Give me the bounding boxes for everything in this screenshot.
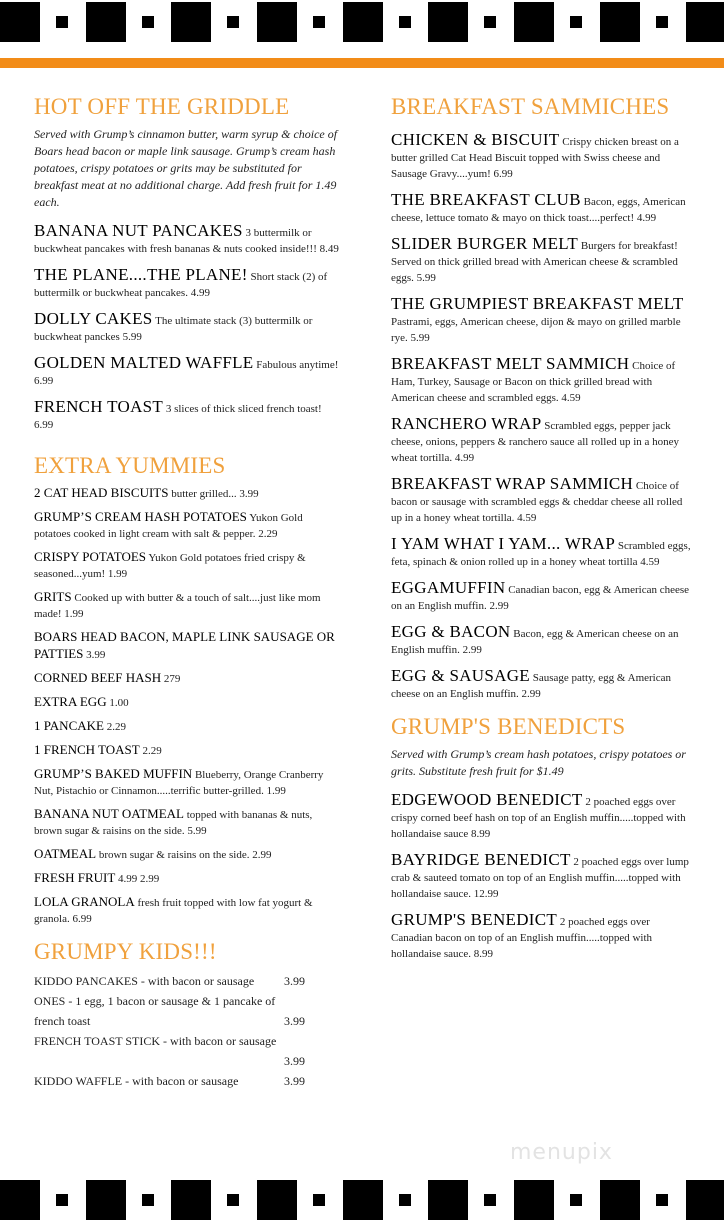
menu-item-name: CHICKEN & BISCUIT [391,130,560,149]
menu-item-description: 279 [161,673,181,685]
pattern-small-square [570,16,582,28]
menu-item-name: CRISPY POTATOES [34,549,147,564]
menu-item-description: 4.99 2.99 [115,873,160,885]
sammiches-list [391,132,691,702]
menu-item-description: Sausage patty, egg & American cheese on an English muffin. 2.99 [391,672,671,700]
kids-item-text: FRENCH TOAST STICK - with bacon or sausage [34,1034,277,1048]
menu-item-description: 1.00 [106,697,129,709]
menu-item-name: 1 FRENCH TOAST [34,742,140,757]
menu-item-name: EDGEWOOD BENEDICT [391,790,583,809]
pattern-square [686,2,724,42]
menu-item [34,742,340,759]
pattern-small-square [142,16,154,28]
menu-item-description: 3.99 [83,649,106,661]
pattern-small-square [142,1194,154,1206]
menu-item-name: RANCHERO WRAP [391,414,542,433]
menu-item-name: EXTRA EGG [34,694,107,709]
menu-item-description: Bacon, eggs, American cheese, lettuce tomato & mayo on thick toast....perfect! 4.99 [391,196,686,224]
menu-item [34,223,340,257]
benedicts-list [391,792,691,962]
menu-item-description: Cooked up with butter & a touch of salt....just like mom made! 1.99 [34,592,321,620]
menu-item-name: EGG & SAUSAGE [391,666,530,685]
menu-item [391,296,691,346]
menu-item-description: fresh fruit topped with low fat yogurt & granola. 6.99 [34,897,313,925]
menupix-watermark: menupix [510,1140,613,1165]
menu-item-description: butter grilled... 3.99 [168,488,259,500]
right-column [391,92,691,972]
menu-item [391,356,691,406]
menu-item [391,476,691,526]
menu-item-name: GRITS [34,589,72,604]
menu-item-description: topped with bananas & nuts, brown sugar & raisins on the side. 5.99 [34,809,313,837]
section-title-benedicts: GRUMP'S BENEDICTS [391,714,626,739]
pattern-square [686,1180,724,1220]
menu-item-description: Fabulous anytime! 6.99 [34,359,339,387]
menu-item [34,870,340,887]
menu-item-name: GOLDEN MALTED WAFFLE [34,353,254,372]
section-title-kids: GRUMPY KIDS!!! [34,939,217,964]
menu-item-name: THE BREAKFAST CLUB [391,190,581,209]
menu-item [34,806,340,839]
kids-item-text: ONES - 1 egg, 1 bacon or sausage & 1 pancake of [34,994,276,1008]
benedicts-intro: Served with Grump’s cream hash potatoes, crispy potatoes or grits. Substitute fresh fruit for $1.49 [391,747,686,778]
pattern-square [600,2,640,42]
pattern-small-square [313,1194,325,1206]
kids-menu-row [34,971,340,991]
menu-item-name: THE GRUMPIEST BREAKFAST MELT [391,294,684,313]
menu-item-name: BOARS HEAD BACON, MAPLE LINK SAUSAGE OR PATTIES [34,629,335,661]
kids-item-text: french toast [34,1014,91,1028]
pattern-square [257,1180,297,1220]
menu-item [34,267,340,301]
pattern-small-square [399,1194,411,1206]
menu-item-description: 3 buttermilk or buckwheat pancakes with fresh bananas & nuts cooked inside!!! 8.49 [34,227,339,255]
menu-item [34,589,340,622]
menu-item-description: 3 slices of thick sliced french toast! 6.99 [34,403,322,431]
bottom-pattern-band [0,1178,724,1222]
menu-item-name: DOLLY CAKES [34,309,153,328]
kids-item-price: 3.99 [284,974,305,988]
pattern-square [0,1180,40,1220]
menu-item [391,236,691,286]
menu-item-description: Choice of bacon or sausage with scrambled eggs & cheddar cheese all rolled up in a honey wheat tortilla. 4.59 [391,480,683,524]
pattern-square [86,1180,126,1220]
top-pattern-band [0,0,724,44]
menu-item-name: EGG & BACON [391,622,511,641]
menu-item [391,416,691,466]
menu-item [34,355,340,389]
menu-item-name: BREAKFAST MELT SAMMICH [391,354,630,373]
pattern-small-square [570,1194,582,1206]
menu-item-description: The ultimate stack (3) buttermilk or buckwheat panckes 5.99 [34,315,313,343]
pattern-small-square [484,16,496,28]
menu-item [34,694,340,711]
menu-item [34,629,340,663]
menu-item-name: BANANA NUT OATMEAL [34,806,184,821]
menu-item [34,846,340,863]
menu-item-description: Yukon Gold potatoes cooked in light cream with salt & pepper. 2.29 [34,512,303,540]
menu-item-description: Short stack (2) of buttermilk or buckwheat pancakes. 4.99 [34,271,328,299]
menu-item [34,509,340,542]
menu-item-name: FRENCH TOAST [34,397,164,416]
menu-item-name: FRESH FRUIT [34,870,116,885]
menu-item-description: Yukon Gold potatoes fried crispy & seasoned...yum! 1.99 [34,552,306,580]
menu-item [391,912,691,962]
pattern-square [343,1180,383,1220]
menu-item-description: 2 poached eggs over crispy corned beef hash on top of an English muffin.....topped with hollandaise sauce 8.99 [391,796,686,840]
kids-menu-row [34,991,340,1011]
pattern-small-square [399,16,411,28]
pattern-square [428,1180,468,1220]
kids-item-text: KIDDO PANCAKES - with bacon or sausage [34,974,255,988]
pattern-square [514,2,554,42]
menu-item-description: 2 poached eggs over lump crab & sauteed tomato on top of an English muffin.....topped with hollandaise sauce. 12.99 [391,856,689,900]
menu-item [391,580,691,614]
menu-item-description: Pastrami, eggs, American cheese, dijon & mayo on grilled marble rye. 5.99 [391,316,681,344]
pattern-square [600,1180,640,1220]
menu-item-description: Crispy chicken breast on a butter grilled Cat Head Biscuit topped with Swiss cheese and Sausage Gravy....yum! 6.99 [391,136,679,180]
pattern-square [428,2,468,42]
menu-item-description: Blueberry, Orange Cranberry Nut, Pistachio or Cinnamon.....terrific butter-grilled. 1.99 [34,769,324,797]
menu-item-description: 2 poached eggs over Canadian bacon on top of an English muffin.....topped with hollandaise sauce. 8.99 [391,916,653,960]
pattern-small-square [56,16,68,28]
menu-item-description: 2.29 [103,721,126,733]
pattern-square [257,2,297,42]
menu-item-description: Bacon, egg & American cheese on an English muffin. 2.99 [391,628,679,656]
pattern-square [171,1180,211,1220]
menu-item [391,192,691,226]
menu-item [391,536,691,570]
menu-item-name: 2 CAT HEAD BISCUITS [34,485,169,500]
menu-item-name: SLIDER BURGER MELT [391,234,579,253]
menu-item [34,718,340,735]
pattern-small-square [227,16,239,28]
pattern-small-square [56,1194,68,1206]
menu-item-name: GRUMP’S CREAM HASH POTATOES [34,509,247,524]
kids-menu-row [34,1011,340,1031]
pattern-small-square [484,1194,496,1206]
menu-item [391,792,691,842]
menu-item-name: BREAKFAST WRAP SAMMICH [391,474,634,493]
menu-item [34,485,340,502]
menu-item-name: GRUMP’S BAKED MUFFIN [34,766,193,781]
menu-item [391,852,691,902]
pattern-square [0,2,40,42]
kids-menu-row [34,1071,340,1091]
menu-item [34,766,340,799]
menu-item [391,668,691,702]
menu-item-description: Canadian bacon, egg & American cheese on an English muffin. 2.99 [391,584,690,612]
menu-item-name: I YAM WHAT I YAM... WRAP [391,534,616,553]
kids-list [34,971,340,1091]
menu-item [34,399,340,433]
menu-item-name: THE PLANE....THE PLANE! [34,265,248,284]
menu-item-name: GRUMP'S BENEDICT [391,910,558,929]
menu-item [34,894,340,927]
extras-list [34,485,340,927]
menu-item [391,624,691,658]
kids-menu-row [34,1051,340,1071]
menu-item-description: Scrambled eggs, feta, spinach & onion rolled up in a honey wheat tortilla 4.59 [391,540,691,568]
menu-item-description: Scrambled eggs, pepper jack cheese, onions, peppers & ranchero sauce all rolled up in a honey wheat tortilla. 4.99 [391,420,680,464]
griddle-intro: Served with Grump’s cinnamon butter, warm syrup & choice of Boars head bacon or maple link sausage. Grump’s cream hash potatoes, crispy potatoes or grits may be substituted for breakfast meat at no additional charge. Add fresh fruit for 1.49 each. [34,127,338,209]
pattern-small-square [313,16,325,28]
menu-item-name: OATMEAL [34,846,97,861]
menu-item-description: 2.29 [139,745,162,757]
menu-item-name: 1 PANCAKE [34,718,104,733]
menu-item [34,670,340,687]
pattern-small-square [656,16,668,28]
kids-item-price: 3.99 [284,1074,305,1088]
pattern-square [514,1180,554,1220]
section-title-extras: EXTRA YUMMIES [34,453,226,478]
menu-item-description: brown sugar & raisins on the side. 2.99 [96,849,272,861]
left-column [34,92,340,1091]
pattern-small-square [656,1194,668,1206]
orange-stripe [0,58,724,68]
menu-item [391,132,691,182]
kids-item-text: KIDDO WAFFLE - with bacon or sausage [34,1074,239,1088]
menu-item-name: EGGAMUFFIN [391,578,506,597]
griddle-list [34,223,340,433]
menu-item-name: LOLA GRANOLA [34,894,135,909]
kids-item-price: 3.99 [284,1014,305,1028]
menu-item [34,549,340,582]
kids-menu-row [34,1031,340,1051]
section-title-sammiches: BREAKFAST SAMMICHES [391,94,670,119]
kids-item-price: 3.99 [284,1054,305,1068]
pattern-small-square [227,1194,239,1206]
pattern-square [343,2,383,42]
menu-item-description: Burgers for breakfast! Served on thick grilled bread with American cheese & scrambled eggs. 5.99 [391,240,678,284]
menu-item-name: BANANA NUT PANCAKES [34,221,243,240]
pattern-square [171,2,211,42]
pattern-square [86,2,126,42]
menu-item-name: BAYRIDGE BENEDICT [391,850,571,869]
menu-item [34,311,340,345]
section-title-griddle: HOT OFF THE GRIDDLE [34,94,290,119]
menu-item-name: CORNED BEEF HASH [34,670,162,685]
menu-item-description: Choice of Ham, Turkey, Sausage or Bacon on thick grilled bread with American cheese and scrambled eggs. 4.59 [391,360,676,404]
